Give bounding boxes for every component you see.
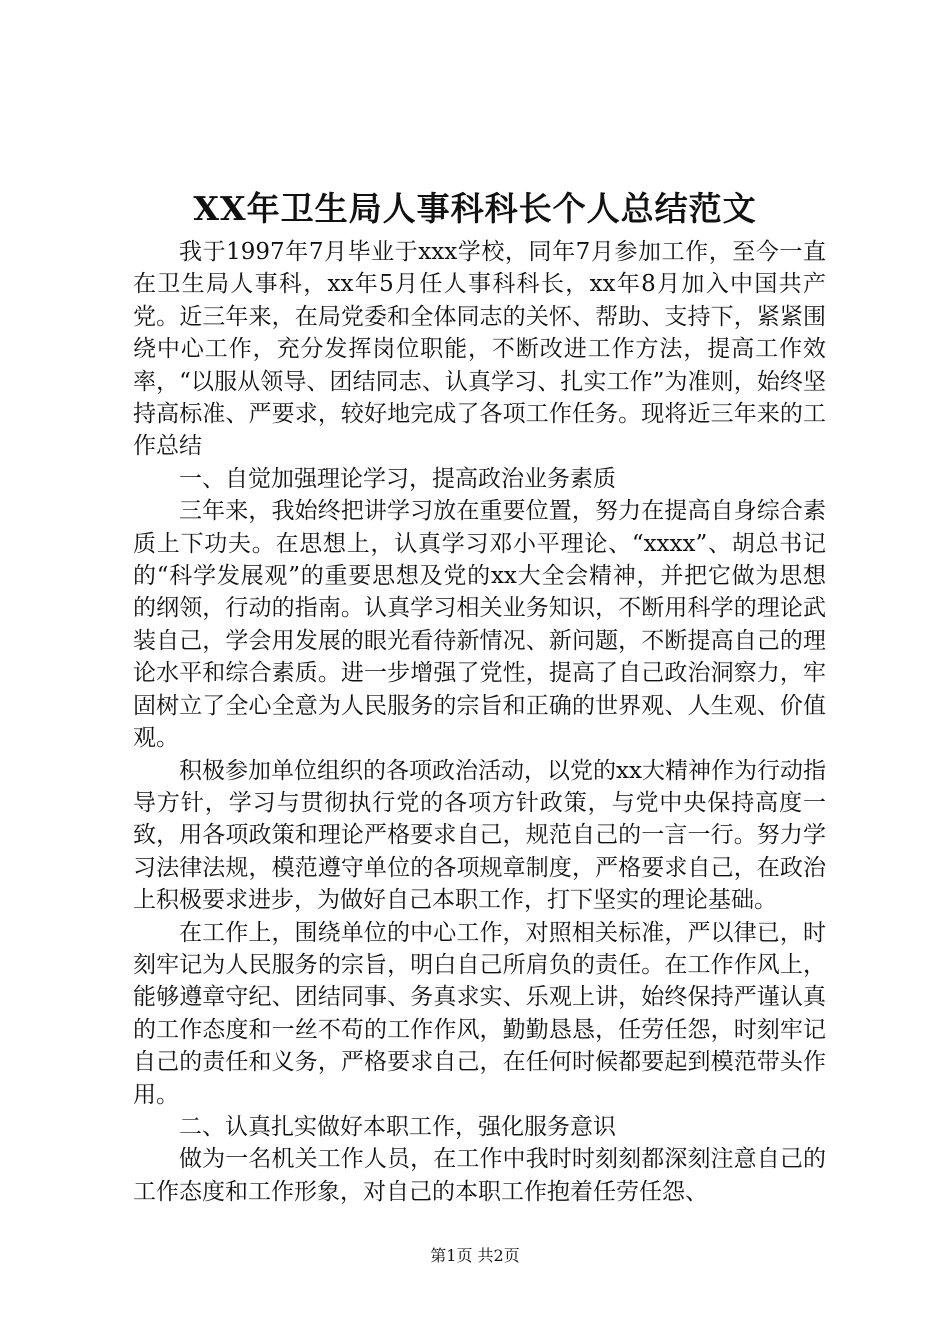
paragraph-duty: 做为一名机关工作人员，在工作中我时时刻刻都深刻注意自己的工作态度和工作形象，对自己的本职工作抱着任劳任怨、 bbox=[133, 1146, 826, 1205]
paragraph-intro: 我于1997年7月毕业于xxx学校，同年7月参加工作，至今一直在卫生局人事科，xx年5月任人事科科长，xx年8月加入中国共产党。近三年来，在局党委和全体同志的关怀、帮助、支持下，紧紧围绕中心工作，充分发挥岗位职能，不断改进工作方法，提高工作效率，“以服从领导、团结同志、认真学习、扎实工作”为准则，始终坚持高标准、严要求，较好地完成了各项工作任务。现将近三年来的工作总结 bbox=[133, 239, 826, 460]
section-heading-2: 二、认真扎实做好本职工作，强化服务意识 bbox=[179, 1113, 616, 1140]
paragraph-study: 三年来，我始终把讲学习放在重要位置，努力在提高自身综合素质上下功夫。在思想上，认真学习邓小平理论、“xxxx”、胡总书记的“科学发展观”的重要思想及党的xx大全会精神，并把它做为思想的纲领，行动的指南。认真学习相关业务知识，不断用科学的理论武装自己，学会用发展的眼光看待新情况、新问题，不断提高自己的理论水平和综合素质。进一步增强了党性，提高了自己政治洞察力，牢固树立了全心全意为人民服务的宗旨和正确的世界观、人生观、价值观。 bbox=[133, 498, 826, 752]
section-heading-1: 一、自觉加强理论学习，提高政治业务素质 bbox=[179, 465, 616, 492]
paragraph-work-style: 在工作上，围绕单位的中心工作，对照相关标准，严以律已，时刻牢记为人民服务的宗旨，明白自己所肩负的责任。在工作作风上，能够遵章守纪、团结同事、务真求实、乐观上讲，始终保持严谨认真的工作态度和一丝不苟的工作作风，勤勤恳恳，任劳任怨，时刻牢记自己的责任和义务，严格要求自己，在任何时候都要起到模范带头作用。 bbox=[133, 919, 826, 1108]
paragraph-political-activities: 积极参加单位组织的各项政治活动，以党的xx大精神作为行动指导方针，学习与贯彻执行党的各项方针政策，与党中央保持高度一致，用各项政策和理论严格要求自己，规范自己的一言一行。努力学习法律法规，模范遵守单位的各项规章制度，严格要求自己，在政治上积极要求进步，为做好自己本职工作，打下坚实的理论基础。 bbox=[133, 757, 826, 914]
document-title: XX年卫生局人事科科长个人总结范文 bbox=[193, 189, 757, 228]
document-body bbox=[133, 236, 826, 1208]
page-footer: 第1页 共2页 bbox=[430, 1246, 520, 1265]
